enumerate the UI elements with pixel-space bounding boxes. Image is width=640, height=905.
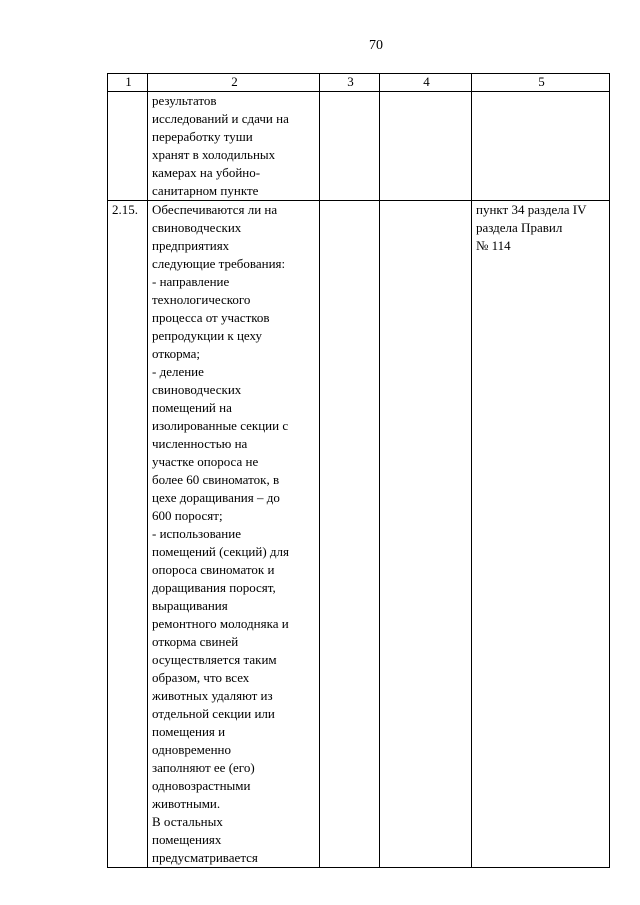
text-line: более 60 свиноматок, в — [152, 472, 280, 487]
text-line: доращивания поросят, — [152, 580, 276, 595]
text-line: отдельной секции или — [152, 706, 275, 721]
text-line: помещений (секций) для — [152, 544, 289, 559]
text-line: одновременно — [152, 742, 232, 757]
table-header-row — [108, 74, 610, 92]
requirement-text-cell — [148, 92, 320, 201]
text-line: В остальных — [152, 814, 223, 829]
text-line: одновозрастными — [152, 778, 251, 793]
text-line: переработку туши — [152, 129, 253, 144]
text-line: - деление — [152, 364, 204, 379]
page-number: 70 — [369, 38, 383, 53]
text-line: хранят в холодильных — [152, 147, 276, 162]
text-line: опороса свиноматок и — [152, 562, 275, 577]
text-line: животными. — [152, 796, 221, 811]
text-line: образом, что всех — [152, 670, 250, 685]
text-line: помещениях — [152, 832, 222, 847]
text-line: помещений на — [152, 400, 232, 415]
text-line: Обеспечиваются ли на — [152, 202, 278, 217]
column-3-cell — [320, 92, 380, 201]
text-line: - направление — [152, 274, 230, 289]
text-line: свиноводческих — [152, 220, 242, 235]
reference-cell — [472, 92, 610, 201]
column-4-cell — [380, 201, 472, 868]
text-line: № 114 — [476, 238, 511, 253]
text-line: процесса от участков — [152, 310, 270, 325]
text-line: предприятиях — [152, 238, 230, 253]
text-line: результатов — [152, 93, 217, 108]
row-number-cell: 2.15. — [108, 201, 148, 868]
text-line: выращивания — [152, 598, 228, 613]
text-line: свиноводческих — [152, 382, 242, 397]
table-row — [108, 201, 610, 868]
text-line: участке опороса не — [152, 454, 259, 469]
column-header-2: 2 — [148, 74, 320, 92]
text-line: численностью на — [152, 436, 248, 451]
text-line: исследований и сдачи на — [152, 111, 289, 126]
text-line: предусматривается — [152, 850, 258, 865]
text-line: откорма свиней — [152, 634, 239, 649]
text-line: ремонтного молодняка и — [152, 616, 289, 631]
text-line: технологического — [152, 292, 251, 307]
text-line: санитарном пункте — [152, 183, 259, 198]
text-line: репродукции к цеху — [152, 328, 263, 343]
text-line: следующие требования: — [152, 256, 286, 271]
column-header-4: 4 — [380, 74, 472, 92]
column-3-cell — [320, 201, 380, 868]
text-line: животных удаляют из — [152, 688, 273, 703]
requirement-text-cell — [148, 201, 320, 868]
text-line: раздела Правил — [476, 220, 563, 235]
text-line: помещения и — [152, 724, 226, 739]
text-line: - использование — [152, 526, 241, 541]
requirements-table — [107, 73, 610, 868]
row-number-cell — [108, 92, 148, 201]
column-4-cell — [380, 92, 472, 201]
text-line: осуществляется таким — [152, 652, 277, 667]
text-line: цехе доращивания – до — [152, 490, 280, 505]
text-line: откорма; — [152, 346, 200, 361]
text-line: изолированные секции с — [152, 418, 289, 433]
text-line: заполняют ее (его) — [152, 760, 255, 775]
text-line: 600 поросят; — [152, 508, 223, 523]
table-row — [108, 92, 610, 201]
text-line: пункт 34 раздела IV — [476, 202, 587, 217]
column-header-5: 5 — [472, 74, 610, 92]
column-header-3: 3 — [320, 74, 380, 92]
reference-cell — [472, 201, 610, 868]
column-header-1: 1 — [108, 74, 148, 92]
text-line: камерах на убойно- — [152, 165, 261, 180]
